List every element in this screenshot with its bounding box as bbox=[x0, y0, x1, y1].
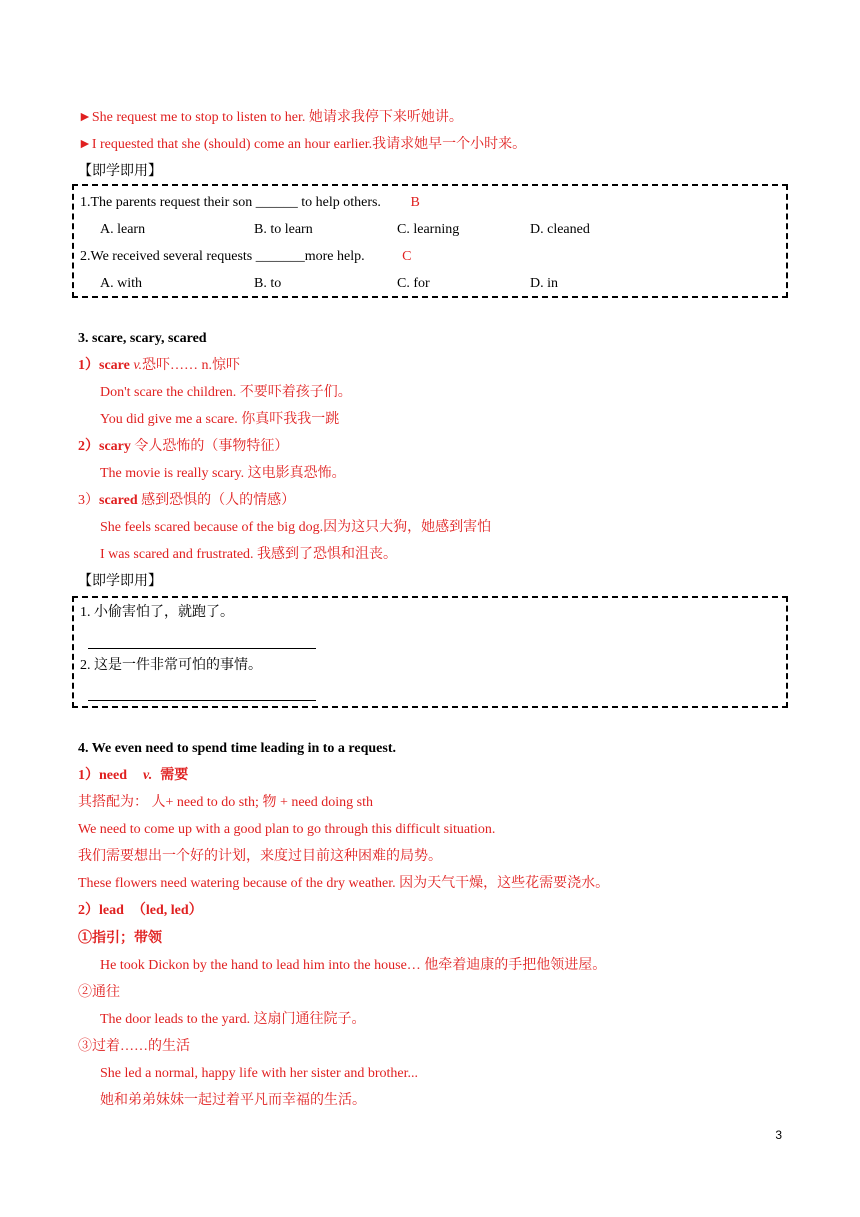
quiz2-question-2: 2. 这是一件非常可怕的事情。 bbox=[80, 658, 262, 673]
quiz2-question-1: 1. 小偷害怕了，就跑了。 bbox=[80, 605, 234, 620]
section3-point1: 1）scare v.恐吓…… n.惊吓 bbox=[78, 358, 241, 373]
section4-lead-meaning-3-example-cn: 她和弟弟妹妹一起过着平凡而幸福的生活。 bbox=[100, 1093, 366, 1108]
page-number: 3 bbox=[775, 1128, 782, 1142]
section4-example1-cn: 我们需要想出一个好的计划，来度过目前这种困难的局势。 bbox=[78, 849, 442, 864]
quiz1-q2-option-d: D. in bbox=[530, 276, 558, 291]
section3-point2: 2）scary 令人恐怖的（事物特征） bbox=[78, 439, 289, 454]
section4-lead-meaning-3: ③过着……的生活 bbox=[78, 1039, 190, 1054]
section3-point3-example1: She feels scared because of the big dog.因为这只大狗，她感到害怕 bbox=[100, 520, 492, 535]
quiz1-q1-option-a: A. learn bbox=[100, 222, 146, 237]
quiz1-q1-option-d: D. cleaned bbox=[530, 222, 590, 237]
quiz2-answer-blank-1[interactable] bbox=[88, 648, 316, 649]
practice-label: 【即学即用】 bbox=[78, 164, 162, 179]
quiz1-question-1: 1.The parents request their son ______ to help others. B bbox=[80, 195, 420, 210]
quiz1-q2-option-b: B. to bbox=[254, 276, 282, 291]
quiz1-answer-1: B bbox=[410, 195, 420, 210]
quiz1-q1-option-c: C. learning bbox=[397, 222, 460, 237]
quiz2-answer-blank-2[interactable] bbox=[88, 700, 316, 701]
quiz1-question-2: 2.We received several requests _______more help. C bbox=[80, 249, 412, 264]
quiz1-answer-2: C bbox=[402, 249, 412, 264]
section4-lead-meaning-1-example: He took Dickon by the hand to lead him into the house… 他牵着迪康的手把他领进屋。 bbox=[100, 958, 607, 973]
section3-point1-example1: Don't scare the children. 不要吓着孩子们。 bbox=[100, 385, 352, 400]
section3-point3-example2: I was scared and frustrated. 我感到了恐惧和沮丧。 bbox=[100, 547, 398, 562]
section4-example2: These flowers need watering because of the dry weather. 因为天气干燥，这些花需要浇水。 bbox=[78, 876, 610, 891]
quiz1-q1-option-b: B. to learn bbox=[254, 222, 313, 237]
example-request-2: ►I requested that she (should) come an hour earlier.我请求她早一个小时来。 bbox=[78, 137, 527, 152]
section4-lead-meaning-2: ②通往 bbox=[78, 985, 120, 1000]
quiz1-q2-option-a: A. with bbox=[100, 276, 142, 291]
practice-box-2 bbox=[72, 596, 788, 708]
section3-point3: 3）scared 感到恐惧的（人的情感） bbox=[78, 493, 296, 508]
section3-heading: 3. scare, scary, scared bbox=[78, 331, 207, 346]
practice-box-1 bbox=[72, 184, 788, 298]
section4-example1: We need to come up with a good plan to go through this difficult situation. bbox=[78, 822, 496, 837]
section4-collocation: 其搭配为： 人+ need to do sth; 物 + need doing sth bbox=[78, 795, 373, 810]
section4-lead-meaning-3-example: She led a normal, happy life with her sister and brother... bbox=[100, 1066, 419, 1081]
example-request-1: ►She request me to stop to listen to her. 她请求我停下来听她讲。 bbox=[78, 110, 463, 125]
section3-point1-example2: You did give me a scare. 你真吓我我一跳 bbox=[100, 412, 340, 427]
section4-need-heading: 1）need v. 需要 bbox=[78, 768, 189, 783]
section4-lead-meaning-1: ①指引；带领 bbox=[78, 931, 162, 946]
section4-heading: 4. We even need to spend time leading in to a request. bbox=[78, 741, 396, 756]
practice-label-2: 【即学即用】 bbox=[78, 574, 162, 589]
section3-point2-example1: The movie is really scary. 这电影真恐怖。 bbox=[100, 466, 346, 481]
quiz1-q2-option-c: C. for bbox=[397, 276, 430, 291]
section4-lead-meaning-2-example: The door leads to the yard. 这扇门通往院子。 bbox=[100, 1012, 366, 1027]
section4-lead-heading: 2）lead （led, led） bbox=[78, 903, 203, 918]
